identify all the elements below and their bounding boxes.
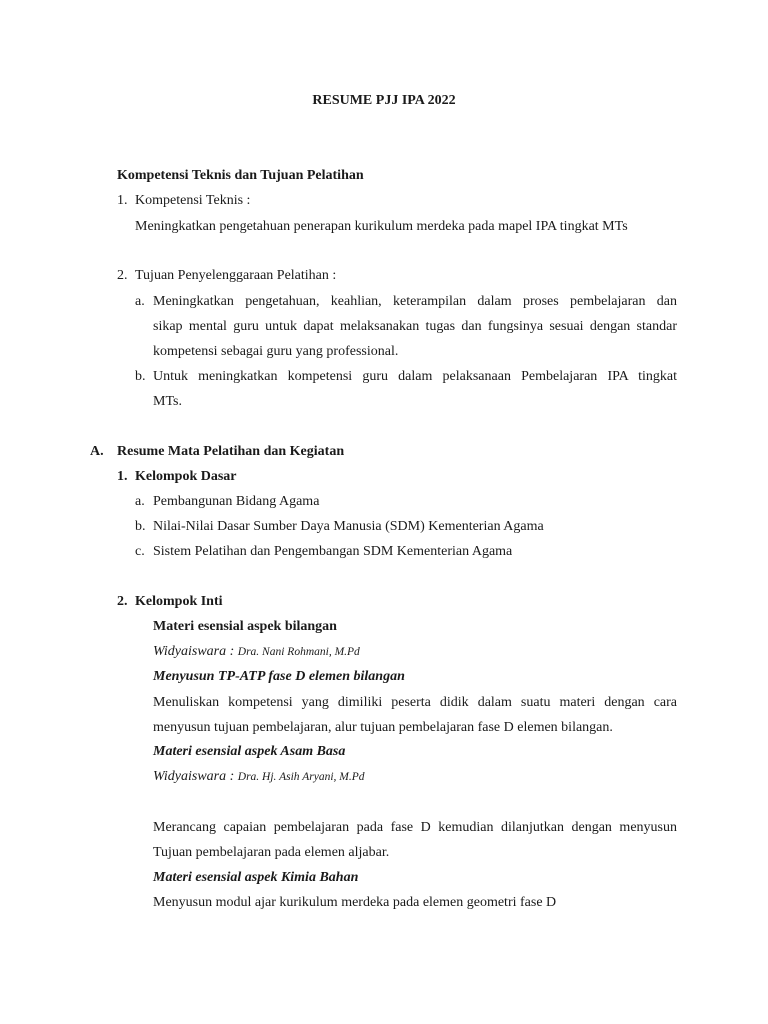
subsection-heading: Kelompok Dasar bbox=[135, 469, 237, 484]
paragraph-line: Untuk meningkatkan kompetensi guru dalam pelaksanaan Pembelajaran IPA tingkat bbox=[153, 369, 677, 384]
materi-title: Materi esensial aspek Asam Basa bbox=[153, 744, 346, 759]
list-number: 2. bbox=[117, 594, 128, 609]
list-number: 2. bbox=[117, 268, 128, 283]
paragraph-line: MTs. bbox=[153, 394, 182, 409]
widyaiswara-line bbox=[153, 643, 360, 661]
list-item-label: Tujuan Penyelenggaraan Pelatihan : bbox=[135, 268, 337, 283]
widyaiswara-label: Widyaiswara : bbox=[153, 644, 235, 659]
materi-subtitle: Menyusun TP-ATP fase D elemen bilangan bbox=[153, 669, 405, 684]
widyaiswara-name: Dra. Hj. Asih Aryani, M.Pd bbox=[237, 771, 365, 783]
document-title: RESUME PJJ IPA 2022 bbox=[312, 93, 456, 108]
materi-title: Materi esensial aspek Kimia Bahan bbox=[153, 870, 359, 885]
list-marker: a. bbox=[135, 294, 145, 309]
paragraph-line: sikap mental guru untuk dapat melaksanakan tugas dan fungsinya sesuai dengan standar bbox=[153, 319, 677, 334]
list-marker: c. bbox=[135, 544, 145, 559]
materi-title: Materi esensial aspek bilangan bbox=[153, 619, 337, 634]
list-marker: b. bbox=[135, 519, 146, 534]
paragraph-line: Menuliskan kompetensi yang dimiliki peserta didik dalam suatu materi dengan cara bbox=[153, 695, 677, 710]
list-item-label: Kompetensi Teknis : bbox=[135, 193, 251, 208]
subsection-heading: Kelompok Inti bbox=[135, 594, 223, 609]
paragraph-line: Merancang capaian pembelajaran pada fase D kemudian dilanjutkan dengan menyusun bbox=[153, 820, 677, 835]
list-marker: b. bbox=[135, 369, 146, 384]
paragraph: Meningkatkan pengetahuan penerapan kurikulum merdeka pada mapel IPA tingkat MTs bbox=[135, 219, 628, 234]
paragraph-line: Tujuan pembelajaran pada elemen aljabar. bbox=[153, 845, 390, 860]
widyaiswara-name: Dra. Nani Rohmani, M.Pd bbox=[237, 646, 360, 658]
widyaiswara-line bbox=[153, 768, 365, 786]
paragraph-line: Meningkatkan pengetahuan, keahlian, keterampilan dalam proses pembelajaran dan bbox=[153, 294, 677, 309]
list-item: Nilai-Nilai Dasar Sumber Daya Manusia (SDM) Kementerian Agama bbox=[153, 519, 544, 534]
section-heading: Resume Mata Pelatihan dan Kegiatan bbox=[117, 444, 345, 459]
list-item: Pembangunan Bidang Agama bbox=[153, 494, 320, 509]
list-number: 1. bbox=[117, 193, 128, 208]
paragraph-line: Menyusun modul ajar kurikulum merdeka pada elemen geometri fase D bbox=[153, 895, 557, 910]
paragraph-line: kompetensi sebagai guru yang professional. bbox=[153, 344, 399, 359]
list-number: 1. bbox=[117, 469, 128, 484]
list-item: Sistem Pelatihan dan Pengembangan SDM Kementerian Agama bbox=[153, 544, 513, 559]
paragraph-line: menyusun tujuan pembelajaran, alur tujuan pembelajaran fase D elemen bilangan. bbox=[153, 720, 613, 735]
section-marker: A. bbox=[90, 444, 104, 459]
list-marker: a. bbox=[135, 494, 145, 509]
widyaiswara-label: Widyaiswara : bbox=[153, 769, 235, 784]
section-heading: Kompetensi Teknis dan Tujuan Pelatihan bbox=[117, 168, 364, 183]
